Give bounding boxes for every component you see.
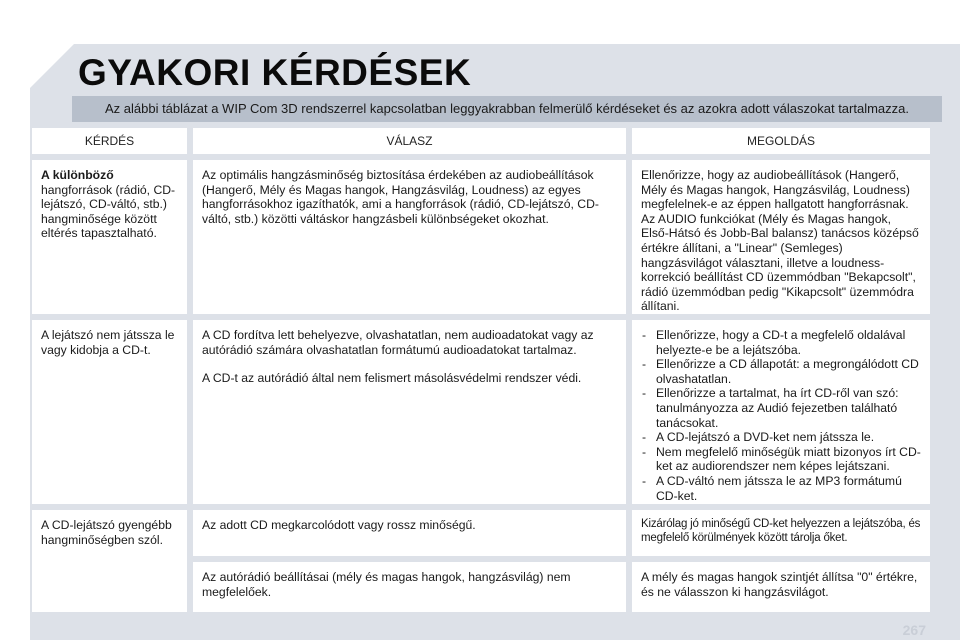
row3-solution-text: Kizárólag jó minőségű CD-ket helyezzen a lejátszóba, és megfelelő körülmények között tárolja őket. (641, 518, 921, 544)
row3-question-cell (32, 510, 187, 612)
row1-question-bold: A különböző (41, 168, 114, 182)
list-item: - A CD-lejátszó a DVD-ket nem játssza le. (641, 430, 922, 445)
row4-answer-cell (193, 562, 626, 612)
row3-solution-cell (632, 510, 930, 556)
row1-solution-cell (632, 160, 930, 314)
row3-answer-cell (193, 510, 626, 556)
list-item: - A CD-váltó nem játssza le az MP3 formátumú CD-ket. (641, 474, 922, 503)
row1-answer-cell (193, 160, 626, 314)
row2-answer-text-1: A CD fordítva lett behelyezve, olvashatatlan, nem audioadatokat vagy az autórádió számára olvashatatlan formátumú audioadatokat tartalmaz. (202, 328, 594, 357)
list-item: - Ellenőrizze a tartalmat, ha írt CD-ről van szó: tanulmányozza az Audió fejezetben található tanácsokat. (641, 386, 922, 430)
header-solution: MEGOLDÁS (632, 128, 930, 154)
page-number: 267 (902, 622, 926, 638)
row1-question-cell (32, 160, 187, 314)
row2-solution-cell (632, 320, 930, 504)
header-question: KÉRDÉS (32, 128, 187, 154)
row2-question-text: A lejátszó nem játssza le vagy kidobja a CD-t. (41, 328, 175, 357)
list-item: - Ellenőrizze a CD állapotát: a megrongálódott CD olvashatatlan. (641, 357, 922, 386)
row1-answer-text: Az optimális hangzásminőség biztosítása érdekében az audiobeállítások (Hangerő, Mély és Magas hangok, Hangzásvilág, Loudness) az egyes hangforrásokhoz igazíthatók, ami a hangforrások (rádió, CD-lejátszó, CD-váltó, stb.) közötti váltáskor hangzásbeli különbségeket okozhat. (202, 168, 599, 226)
page-title: GYAKORI KÉRDÉSEK (78, 52, 472, 93)
list-item: - Ellenőrizze, hogy a CD-t a megfelelő oldalával helyezte-e be a lejátszóba. (641, 328, 922, 357)
row4-answer-text: Az autórádió beállításai (mély és magas hangok, hangzásvilág) nem megfelelőek. (202, 570, 571, 599)
list-item: - Nem megfelelő minőségük miatt bizonyos írt CD-ket az audiorendszer nem képes lejátszani. (641, 445, 922, 474)
header-answer: VÁLASZ (193, 128, 626, 154)
row2-answer-text-2: A CD-t az autórádió által nem felismert másolásvédelmi rendszer védi. (202, 371, 582, 386)
row1-solution-text: Ellenőrizze, hogy az audiobeállítások (Hangerő, Mély és Magas hangok, Hangzásvilág, Loudness) megfelelnek-e az éppen hallgatott hangforrásnak. Az AUDIO funkciókat (Mély és Magas hangok, Első-Hátsó és Jobb-Bal balansz) tanácsos középső értékre állítani, a "Linear" (Semleges) hangzásvilágot választani, illetve a loudness-korrekció beállítást CD üzemmódban "Bekapcsolt", rádió üzemmódban pedig "Kikapcsolt" üzemmódra állítani. (641, 168, 919, 314)
row4-solution-cell (632, 562, 930, 612)
row3-question-text: A CD-lejátszó gyengébb hangminőségben szól. (41, 518, 172, 547)
row4-solution-text: A mély és magas hangok szintjét állítsa "0" értékre, és ne válasszon ki hangzásvilágot. (641, 570, 918, 599)
row2-answer-cell (193, 320, 626, 504)
row3-answer-text: Az adott CD megkarcolódott vagy rossz minőségű. (202, 518, 476, 532)
row1-question-text: hangforrások (rádió, CD-lejátszó, CD-váltó, stb.) hangminősége között eltérés tapasztalható. (41, 182, 176, 241)
row2-question-cell (32, 320, 187, 504)
row2-solution-list (641, 328, 922, 503)
intro-banner: Az alábbi táblázat a WIP Com 3D rendszerrel kapcsolatban leggyakrabban felmerülő kérdéseket és az azokra adott válaszokat tartalmazza. (72, 96, 942, 122)
